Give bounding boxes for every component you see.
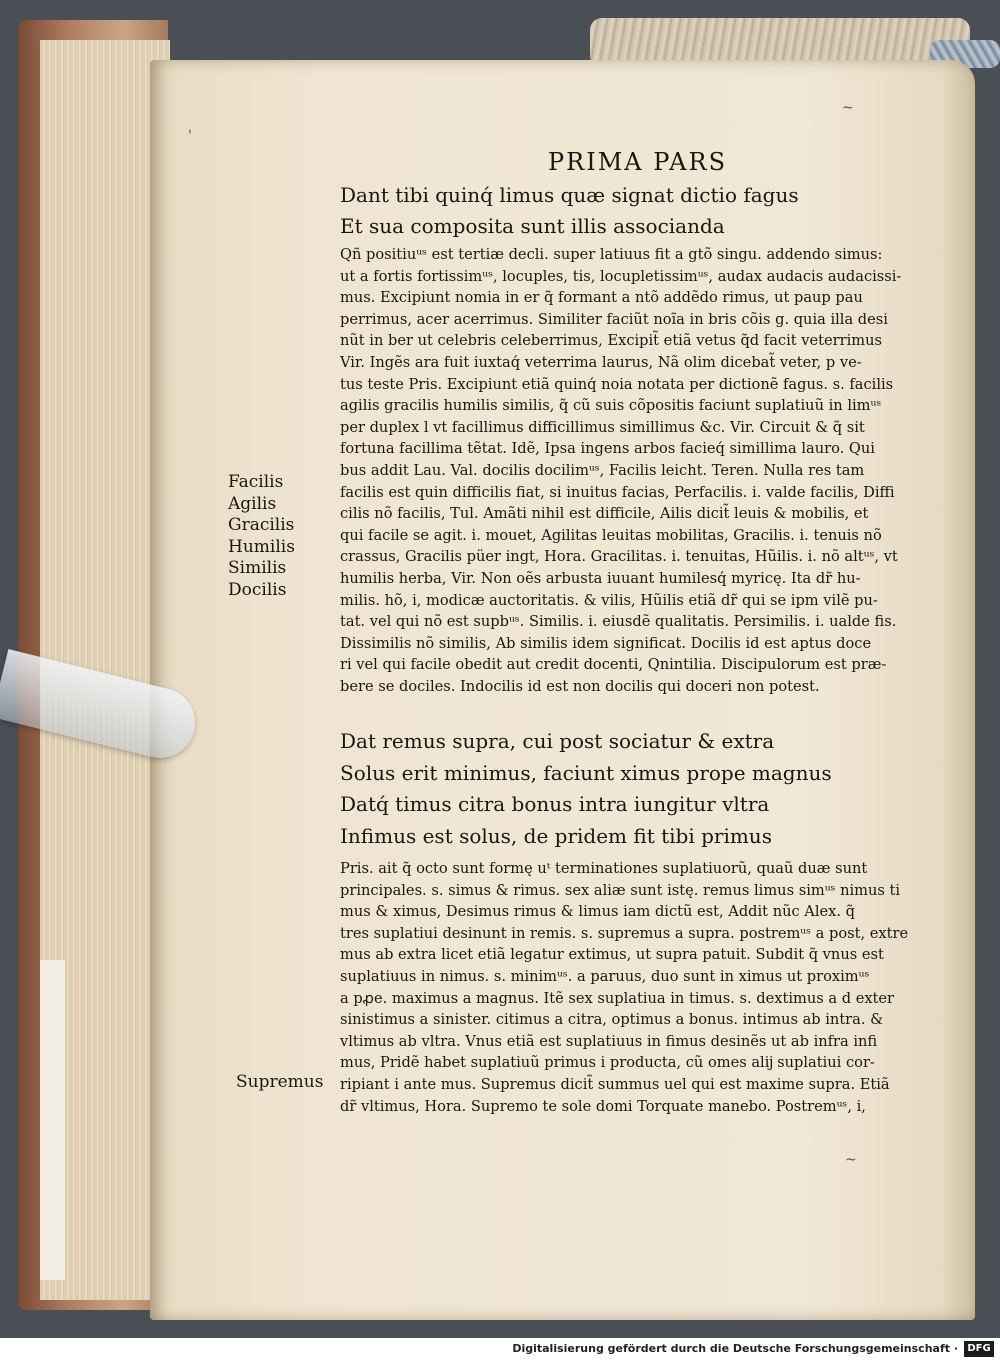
margin-note: Facilis	[228, 472, 284, 492]
verse-line: Infimus est solus, de pridem fit tibi primus	[340, 823, 772, 848]
text-line: fortuna facillima tẽtat. Idẽ, Ipsa ingens arbos facieq́ simillima lauro. Qui	[340, 440, 875, 458]
ornament-mark: ~	[842, 100, 854, 116]
ornament-mark: '	[188, 128, 192, 144]
text-line: crassus, Gracilis püer ingt, Hora. Gracilitas. i. tenuitas, Hũilis. i. nõ altᵘˢ, vt	[340, 548, 898, 566]
ornament-mark: ~	[845, 1152, 857, 1168]
text-line: suplatiuus in nimus. s. minimᵘˢ. a paruus, duo sunt in ximus ut proximᵘˢ	[340, 967, 870, 985]
text-line: facilis est quin difficilis fiat, si inuitus facias, Perfacilis. i. valde facilis, Diffi	[340, 483, 895, 501]
verse-block-1	[340, 180, 799, 242]
margin-note-supremus: Supremus	[236, 1072, 324, 1092]
verse-line: Et sua composita sunt illis associanda	[340, 214, 725, 238]
verse-line: Dat remus supra, cui post sociatur & extra	[340, 729, 775, 753]
text-line: a pꝓe. maximus a magnus. Itẽ sex suplatiua in timus. s. dextimus a d exter	[340, 989, 895, 1007]
text-line: principales. s. simus & rimus. sex aliæ sunt istę. remus limus simᵘˢ nimus ti	[340, 881, 901, 899]
text-line: per duplex l vt facillimus difficillimus simillimus &c. Vir. Circuit & q̃ sit	[340, 418, 865, 436]
text-line: mus. Excipiunt nomia in er q̃ formant a ntõ addẽdo rimus, ut paup pau	[340, 289, 863, 307]
text-line: sinistimus a sinister. citimus a citra, optimus a bonus. intimus ab intra. &	[340, 1011, 884, 1029]
text-line: Pris. ait q̃ octo sunt formę uᵗ terminationes suplatiuorũ, quaũ duæ sunt	[340, 860, 868, 877]
text-line: dr̃ vltimus, Hora. Supremo te sole domi Torquate manebo. Postremᵘˢ, i,	[340, 1097, 866, 1115]
verse-line: Dant tibi quinq́ limus quæ signat dictio fagus	[340, 183, 799, 207]
footer-credit: Digitalisierung gefördert durch die Deutsche Forschungsgemeinschaft ·	[512, 1342, 958, 1355]
paragraph-block-1	[340, 244, 901, 697]
text-line: ut a fortis fortissimᵘˢ, locuples, tis, locupletissimᵘˢ, audax audacis audacissi-	[340, 267, 902, 285]
paper-strip	[40, 960, 65, 1280]
margin-note: Gracilis	[228, 515, 295, 536]
text-line: mus ab extra licet etiã legatur extimus, ut supra patuit. Subdit q̃ vnus est	[340, 946, 884, 964]
text-line: Vir. Ingẽs ara fuit iuxtaq́ veterrima laurus, Nã olim dicebat̃ veter, p ve-	[340, 353, 862, 371]
text-line: cilis nõ facilis, Tul. Amãti nihil est difficile, Ailis dicit̃ leuis & mobilis, et	[340, 505, 869, 523]
verse-block-2	[340, 726, 832, 852]
verse-line: Datq́ timus citra bonus intra iungitur vltra	[340, 792, 770, 816]
margin-note: Similis	[228, 558, 287, 579]
margin-notes	[228, 472, 295, 602]
text-line: perrimus, acer acerrimus. Similiter faciũt noĩa in bris cõis g. quia illa desi	[340, 310, 888, 328]
margin-note: Docilis	[228, 579, 287, 600]
margin-note: Agilis	[228, 493, 277, 514]
text-line: tat. vel qui nõ est supbᵘˢ. Similis. i. eiusdẽ qualitatis. Persimilis. i. ualde fis.	[340, 613, 897, 631]
verse-line: Solus erit minimus, faciunt ximus prope magnus	[340, 760, 832, 785]
text-line: vltimus ab vltra. Vnus etiã est suplatiuus in fimus desinẽs ut ab infra infi	[340, 1032, 878, 1050]
text-line: bere se dociles. Indocilis id est non docilis qui doceri non potest.	[340, 677, 820, 695]
text-line: milis. hõ, i, modicæ auctoritatis. & vilis, Hũilis etiã dr̃ qui se ipm vilẽ pu-	[340, 591, 878, 609]
text-line: Dissimilis nõ similis, Ab similis idem significat. Docilis id est aptus doce	[340, 634, 872, 652]
text-line: tus teste Pris. Excipiunt etiã quinq́ noia notata per dictionẽ fagus. s. facilis	[340, 375, 894, 393]
text-line: Qñ positiuᵘˢ est tertiæ decli. super latiuus fit a gtõ singu. addendo simus:	[340, 246, 883, 263]
paragraph-block-2	[340, 858, 908, 1117]
text-line: nũt in ber ut celebris celeberrimus, Excipit̃ etiã vetus q̃d facit veterrimus	[340, 332, 882, 350]
text-line: tres suplatiui desinunt in remis. s. supremus a supra. postremᵘˢ a post, extre	[340, 924, 909, 942]
text-line: mus & ximus, Desimus rimus & limus iam dictũ est, Addit nũc Alex. q̃	[340, 903, 855, 921]
running-head: PRIMA PARS	[548, 148, 728, 176]
text-line: qui facile se agit. i. mouet, Agilitas leuitas mobilitas, Gracilis. i. tenuis nõ	[340, 526, 882, 544]
margin-note: Humilis	[228, 536, 295, 557]
dfg-logo: DFG	[964, 1341, 994, 1357]
text-line: humilis herba, Vir. Non oẽs arbusta iuuant humilesq́ myricę. Ita dr̃ hu-	[340, 569, 861, 587]
text-line: ri vel qui facile obedit aut credit docenti, Qnintilia. Discipulorum est præ-	[340, 656, 887, 674]
footer	[0, 1338, 1000, 1362]
text-line: bus addit Lau. Val. docilis docilimᵘˢ, Facilis leicht. Teren. Nulla res tam	[340, 461, 865, 479]
text-line: agilis gracilis humilis similis, q̃ cũ suis cõpositis faciunt suplatiuũ in limᵘˢ	[340, 397, 882, 415]
text-line: mus, Pridẽ habet suplatiuũ primus i producta, cũ omes alĳ suplatiui cor-	[340, 1054, 875, 1072]
text-line: ripiant i ante mus. Supremus dicit̃ summus uel qui est maxime supra. Etiã	[340, 1075, 890, 1093]
